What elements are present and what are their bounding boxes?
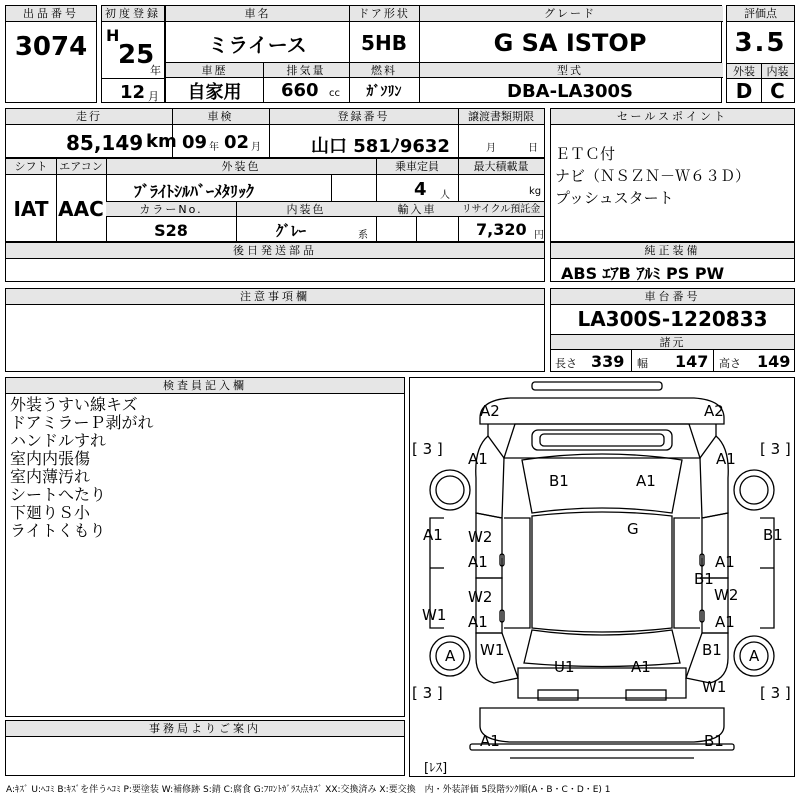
damage-mark: B1 (694, 570, 714, 588)
door-label: ドア形状 (358, 7, 410, 20)
color-number-label: カラーNo. (139, 203, 203, 216)
inspection-month-unit: 月 (251, 142, 261, 153)
first-registration-box (101, 5, 165, 103)
door-type: 5HB (361, 31, 407, 55)
mileage-unit: km (146, 131, 177, 152)
lot-number-box (5, 5, 97, 103)
recycle-unit: 円 (534, 230, 544, 241)
inspector-note: シートへたり (10, 485, 107, 504)
inspector-note: 室内薄汚れ (10, 467, 91, 486)
damage-mark: A1 (468, 553, 488, 571)
month-unit: 月 (148, 90, 159, 103)
recycle-fee: 7,320 (476, 220, 527, 239)
mileage-value: 85,149 (66, 131, 144, 155)
mileage-label: 走行 (76, 110, 102, 123)
genuine-equipment-label: 純正装備 (551, 243, 794, 259)
damage-mark: A2 (704, 402, 724, 420)
later-parts-box (5, 242, 545, 282)
damage-mark: [ 3 ] (760, 440, 791, 458)
damage-mark: A1 (468, 450, 488, 468)
exterior-color: ﾌﾞﾗｲﾄｼﾙﾊﾞｰﾒﾀﾘｯｸ (134, 182, 255, 201)
height-value: 149 (757, 352, 791, 371)
score-label: 評価点 (727, 6, 794, 22)
damage-mark: A1 (716, 450, 736, 468)
capacity-label: 乗車定員 (395, 160, 439, 173)
damage-mark: B1 (763, 526, 783, 544)
spec-row (5, 158, 545, 242)
plate-label: 登録番号 (337, 110, 390, 123)
damage-mark: A1 (715, 613, 735, 631)
damage-mark: W1 (422, 606, 447, 624)
load-unit: kg (529, 186, 542, 197)
inspection-year: 09 (182, 132, 208, 153)
exterior-label: 外装 (733, 65, 755, 78)
inspector-box (5, 377, 405, 717)
mileage-row (5, 108, 545, 158)
damage-mark: A1 (480, 732, 500, 750)
sales-points-box (550, 108, 795, 242)
fuel-label: 燃料 (371, 64, 397, 77)
car-details-box (165, 5, 722, 103)
damage-mark: W2 (468, 528, 493, 546)
sales-point: ＥＴＣ付 (555, 145, 616, 163)
chassis-number: LA300S-1220833 (577, 307, 768, 331)
damage-mark: A1 (423, 526, 443, 544)
notes-box (5, 288, 545, 372)
ac-label: エアコン (59, 160, 103, 173)
height-label: 高さ (719, 357, 741, 370)
damage-mark: A1 (468, 613, 488, 631)
office-label: 事務局よりご案内 (6, 721, 404, 737)
interior-color-unit: 系 (358, 230, 368, 241)
damage-mark: U1 (554, 658, 575, 676)
car-damage-diagram (410, 378, 794, 776)
chassis-box (550, 288, 795, 372)
inspector-note: ライトくもり (10, 521, 106, 540)
damage-mark: A1 (636, 472, 656, 490)
damage-mark: W1 (702, 678, 727, 696)
capacity-unit: 人 (440, 190, 450, 201)
transfer-label: 譲渡書類期限 (468, 110, 534, 123)
lot-number-label: 出品番号 (6, 6, 96, 22)
dims-label: 諸元 (551, 335, 794, 350)
damage-mark: B1 (549, 472, 569, 490)
transfer-day-unit: 日 (528, 143, 538, 154)
chassis-label: 車台番号 (551, 289, 794, 305)
inspection-year-unit: 年 (209, 142, 219, 153)
inspector-note: 室内内張傷 (10, 449, 91, 468)
color-number: S28 (154, 220, 188, 240)
displacement: 660 (281, 80, 319, 101)
damage-mark: W2 (714, 586, 739, 604)
grade-label: グレード (544, 7, 596, 20)
damage-mark: [ﾚｽ] (424, 761, 448, 776)
overall-score: 3.5 (734, 28, 787, 58)
interior-label: 内装 (766, 65, 789, 78)
registration-year: 25 (118, 40, 155, 70)
damage-mark: B1 (702, 641, 722, 659)
ac-type: AAC (58, 197, 104, 221)
history-label: 車歴 (201, 64, 228, 77)
model-code-label: 型式 (557, 64, 583, 77)
grade: G SA ISTOP (493, 29, 647, 57)
damage-mark: [ 3 ] (412, 440, 443, 458)
interior-grade: C (770, 79, 785, 103)
damage-mark: A (445, 647, 456, 665)
notes-label: 注意事項欄 (6, 289, 544, 305)
inspector-note: 下廻りＳ小 (10, 503, 91, 522)
shift-type: IAT (13, 197, 49, 221)
import-label: 輸入車 (397, 203, 437, 216)
damage-mark: A2 (480, 402, 500, 420)
exterior-grade: D (735, 79, 753, 103)
displacement-unit: cc (329, 88, 340, 99)
damage-mark: A (749, 647, 760, 665)
genuine-equipment: ABS ｴｱB ｱﾙﾐ PS PW (561, 264, 725, 283)
legend: A:ｷｽﾞ U:ﾍｺﾐ B:ｷｽﾞを伴うﾍｺﾐ P:要塗装 W:補修跡 S:錆 C:腐食 G:ﾌﾛﾝﾄｶﾞﾗｽ点ｷｽﾞ XX:交換済み X:要交換 内・外装評価 5段階ﾗﾝｸ順(A・B・C・D・E) 1 (6, 785, 611, 795)
damage-mark: G (627, 520, 639, 538)
office-box (5, 720, 405, 776)
sales-point: ナビ（ＮＳＺＮ－Ｗ６３Ｄ） (555, 167, 751, 185)
car-name-label: 車名 (244, 7, 271, 20)
registration-month: 12 (120, 82, 146, 103)
lot-number: 3074 (14, 32, 88, 62)
genuine-equipment-box (550, 242, 795, 282)
damage-mark: B1 (704, 732, 724, 750)
later-parts-label: 後日発送部品 (6, 243, 544, 259)
inspector-note: ハンドルすれ (10, 431, 107, 450)
load-label: 最大積載量 (473, 160, 529, 173)
fuel-type: ｶﾞｿﾘﾝ (366, 84, 402, 100)
length-value: 339 (591, 352, 625, 371)
damage-mark: A1 (631, 658, 651, 676)
recycle-label: リサイクル預託金 (461, 204, 541, 215)
width-label: 幅 (637, 357, 648, 370)
vehicle-history: 自家用 (187, 82, 242, 103)
interior-color-label: 内装色 (286, 203, 326, 216)
length-label: 長さ (555, 357, 577, 370)
score-box (726, 5, 795, 103)
year-unit: 年 (150, 64, 161, 77)
plate-number: 山口 581ﾉ9632 (311, 136, 450, 157)
inspector-note: ドアミラーＰ剥がれ (10, 413, 154, 432)
transfer-month-unit: 月 (486, 143, 496, 154)
damage-mark: W2 (468, 588, 493, 606)
sales-point: プッシュスタート (555, 189, 674, 207)
inspection-month: 02 (224, 132, 250, 153)
model-code: DBA-LA300S (507, 80, 633, 102)
inspection-label: 車検 (207, 110, 234, 123)
seating-capacity: 4 (414, 179, 427, 200)
first-registration-label: 初度登録 (102, 6, 164, 22)
shift-label: シフト (14, 160, 48, 173)
inspector-label: 検査員記入欄 (6, 378, 404, 394)
displacement-label: 排気量 (286, 64, 326, 77)
interior-color: ｸﾞﾚｰ (276, 222, 307, 240)
registration-era: H (106, 26, 120, 45)
damage-mark: [ 3 ] (760, 684, 791, 702)
inspector-note: 外装うすい線キズ (10, 395, 138, 414)
damage-mark: [ 3 ] (412, 684, 443, 702)
damage-diagram-box (409, 377, 795, 777)
car-name: ミライース (208, 32, 307, 57)
width-value: 147 (675, 352, 709, 371)
color-label: 外装色 (221, 160, 261, 173)
sales-points-label: セールスポイント (551, 109, 794, 125)
damage-mark: A1 (715, 553, 735, 571)
damage-mark: W1 (480, 641, 505, 659)
